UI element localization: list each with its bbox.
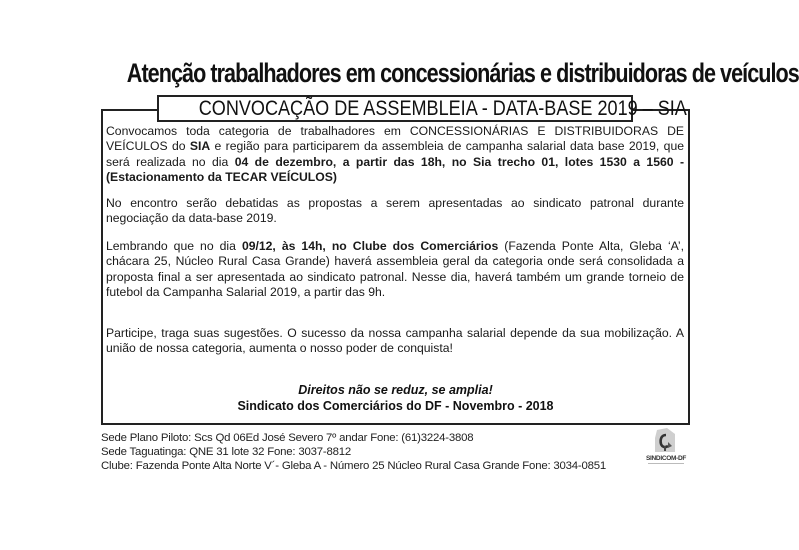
subtitle: CONVOCAÇÃO DE ASSEMBLEIA - DATA-BASE 2019 – SIA (198, 97, 687, 120)
footer-line-clube: Clube: Fazenda Ponte Alta Norte V´- Gleba A - Número 25 Núcleo Rural Casa Grande Fone: 3034-0851 (101, 460, 607, 473)
sindicom-logo (644, 428, 688, 466)
paragraph-text: Lembrando que no dia (106, 239, 242, 253)
paragraph-convocation (106, 124, 684, 186)
paragraph-text: (Fazenda Ponte Alta, Gleba ‘A’, chácara 25, Núcleo Rural Casa Grande) haverá assembleia geral da categoria onde será consolidada a proposta final a ser apresentada ao sindicato patronal. Nesse dia, haverá também um grande torneio de futebol da Campanha Salarial 2019, a partir das 9h. (106, 239, 684, 300)
logo-text: SINDICOM-DF (645, 455, 687, 462)
subtitle-box (157, 95, 687, 122)
paragraph-bold: SIA (189, 139, 211, 154)
footer-line-taguatinga: Sede Taguatinga: QNE 31 lote 32 Fone: 3037-8812 (101, 446, 352, 459)
signature: Sindicato dos Comerciários do DF - Novembro - 2018 (237, 399, 554, 413)
paragraph-participate: Participe, traga suas sugestões. O sucesso da nossa campanha salarial depende da sua mobilização. A união de nossa categoria, aumenta o nosso poder de conquista! (106, 326, 684, 356)
paragraph-text: Convocamos toda categoria de trabalhadores em CONCESSIONÁRIAS E DISTRIBUIDORAS DE VEÍCULOS do (106, 124, 684, 154)
logo-underline (648, 463, 684, 464)
slogan: Direitos não se reduz, se amplia! (298, 383, 493, 397)
paragraph-debate: No encontro serão debatidas as propostas a serem apresentadas ao sindicato patronal durante negociação da data-base 2019. (106, 196, 684, 226)
sindicom-logo-icon (653, 428, 677, 454)
paragraph-bold: 09/12, às 14h, no Clube dos Comerciários (241, 239, 499, 253)
footer-line-plano-piloto: Sede Plano Piloto: Scs Qd 06Ed José Severo 7º andar Fone: (61)3224-3808 (101, 432, 474, 444)
paragraph-bold: 04 de dezembro, a partir das 18h, no Sia trecho 01, lotes 1530 a 1560 - (Estacionamento da TECAR VEÍCULOS) (106, 154, 685, 185)
paragraph-text: e região para participarem da assembleia de campanha salarial data base 2019, que será realizada no dia (106, 139, 684, 169)
headline: Atenção trabalhadores em concessionárias e distribuidoras de veículos (126, 58, 799, 88)
footer-addresses (101, 431, 606, 474)
paragraph-reminder (106, 239, 684, 301)
